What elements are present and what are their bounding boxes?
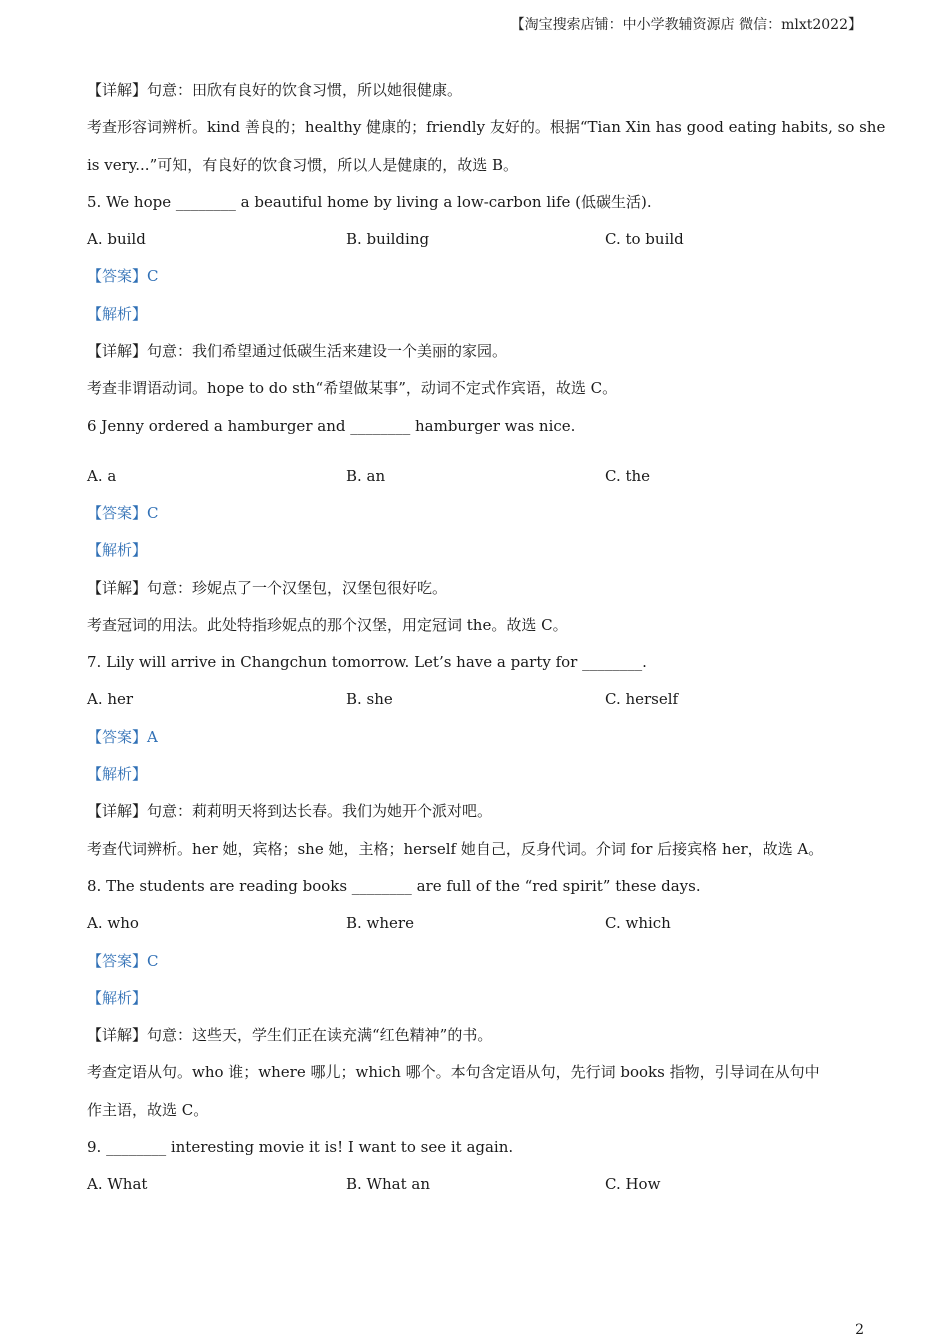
question-6-options bbox=[87, 464, 877, 501]
answer-label: 【答案】C bbox=[87, 503, 159, 522]
question-7-options bbox=[87, 687, 877, 724]
analysis-label: 【解析】 bbox=[87, 541, 148, 560]
option-c: C. How bbox=[605, 1175, 661, 1194]
question-5: 5. We hope ________ a beautiful home by living a low-carbon life (低碳生活). bbox=[87, 192, 652, 211]
page-header: 【淘宝搜索店铺：中小学教辅资源店 微信：mlxt2022】 bbox=[510, 17, 862, 33]
page-number: 2 bbox=[855, 1322, 864, 1338]
option-a: A. a bbox=[87, 466, 117, 485]
question-9: 9. ________ interesting movie it is! I want to see it again. bbox=[87, 1138, 514, 1157]
explanation-line: 【详解】句意：我们希望通过低碳生活来建设一个美丽的家园。 bbox=[87, 342, 508, 361]
option-b: B. an bbox=[346, 466, 386, 485]
explanation-line: 考查非谓语动词。hope to do sth“希望做某事”，动词不定式作宾语，故选 C。 bbox=[87, 379, 618, 398]
question-5-options bbox=[87, 227, 877, 264]
explanation-line: 考查代词辨析。her 她，宾格；she 她，主格；herself 她自己，反身代词。介词 for 后接宾格 her，故选 A。 bbox=[87, 839, 824, 858]
explanation-line: 【详解】句意：莉莉明天将到达长春。我们为她开个派对吧。 bbox=[87, 802, 493, 821]
question-9-options bbox=[87, 1172, 877, 1209]
option-a: A. build bbox=[87, 230, 146, 249]
answer-label: 【答案】C bbox=[87, 267, 159, 286]
text-line: 【详解】句意：田欣有良好的饮食习惯，所以她很健康。 bbox=[87, 81, 463, 99]
explanation-line: 作主语，故选 C。 bbox=[87, 1100, 209, 1119]
option-a: A. What bbox=[87, 1175, 148, 1194]
explanation-line: 【详解】句意：这些天，学生们正在读充满“红色精神”的书。 bbox=[87, 1026, 493, 1045]
question-8-options bbox=[87, 911, 877, 948]
question-8: 8. The students are reading books ________ are full of the “red spirit” these days. bbox=[87, 876, 701, 895]
option-b: B. she bbox=[346, 690, 393, 709]
answer-label: 【答案】A bbox=[87, 727, 158, 746]
question-7: 7. Lily will arrive in Changchun tomorrow. Let’s have a party for ________. bbox=[87, 653, 647, 672]
option-b: B. building bbox=[346, 230, 430, 249]
question-6: 6 Jenny ordered a hamburger and ________ hamburger was nice. bbox=[87, 416, 576, 435]
option-a: A. who bbox=[87, 914, 139, 933]
option-b: B. What an bbox=[346, 1175, 430, 1194]
analysis-label: 【解析】 bbox=[87, 765, 148, 784]
text-line: is very...”可知，有良好的饮食习惯，所以人是健康的，故选 B。 bbox=[87, 155, 519, 174]
option-c: C. herself bbox=[605, 690, 679, 709]
explanation-line: 考查定语从句。who 谁；where 哪儿；which 哪个。本句含定语从句，先行词 books 指物，引导词在从句中 bbox=[87, 1063, 820, 1082]
option-b: B. where bbox=[346, 914, 414, 933]
document-body bbox=[87, 78, 886, 1210]
explanation-line: 【详解】句意：珍妮点了一个汉堡包，汉堡包很好吃。 bbox=[87, 578, 448, 597]
analysis-label: 【解析】 bbox=[87, 988, 148, 1007]
answer-label: 【答案】C bbox=[87, 951, 159, 970]
option-c: C. which bbox=[605, 914, 671, 933]
option-c: C. the bbox=[605, 466, 651, 485]
option-c: C. to build bbox=[605, 230, 684, 249]
analysis-label: 【解析】 bbox=[87, 304, 148, 323]
text-line: 考查形容词辨析。kind 善良的；healthy 健康的；friendly 友好的。根据“Tian Xin has good eating habits, so she bbox=[87, 118, 886, 137]
explanation-line: 考查冠词的用法。此处特指珍妮点的那个汉堡，用定冠词 the。故选 C。 bbox=[87, 615, 568, 634]
option-a: A. her bbox=[87, 690, 134, 709]
